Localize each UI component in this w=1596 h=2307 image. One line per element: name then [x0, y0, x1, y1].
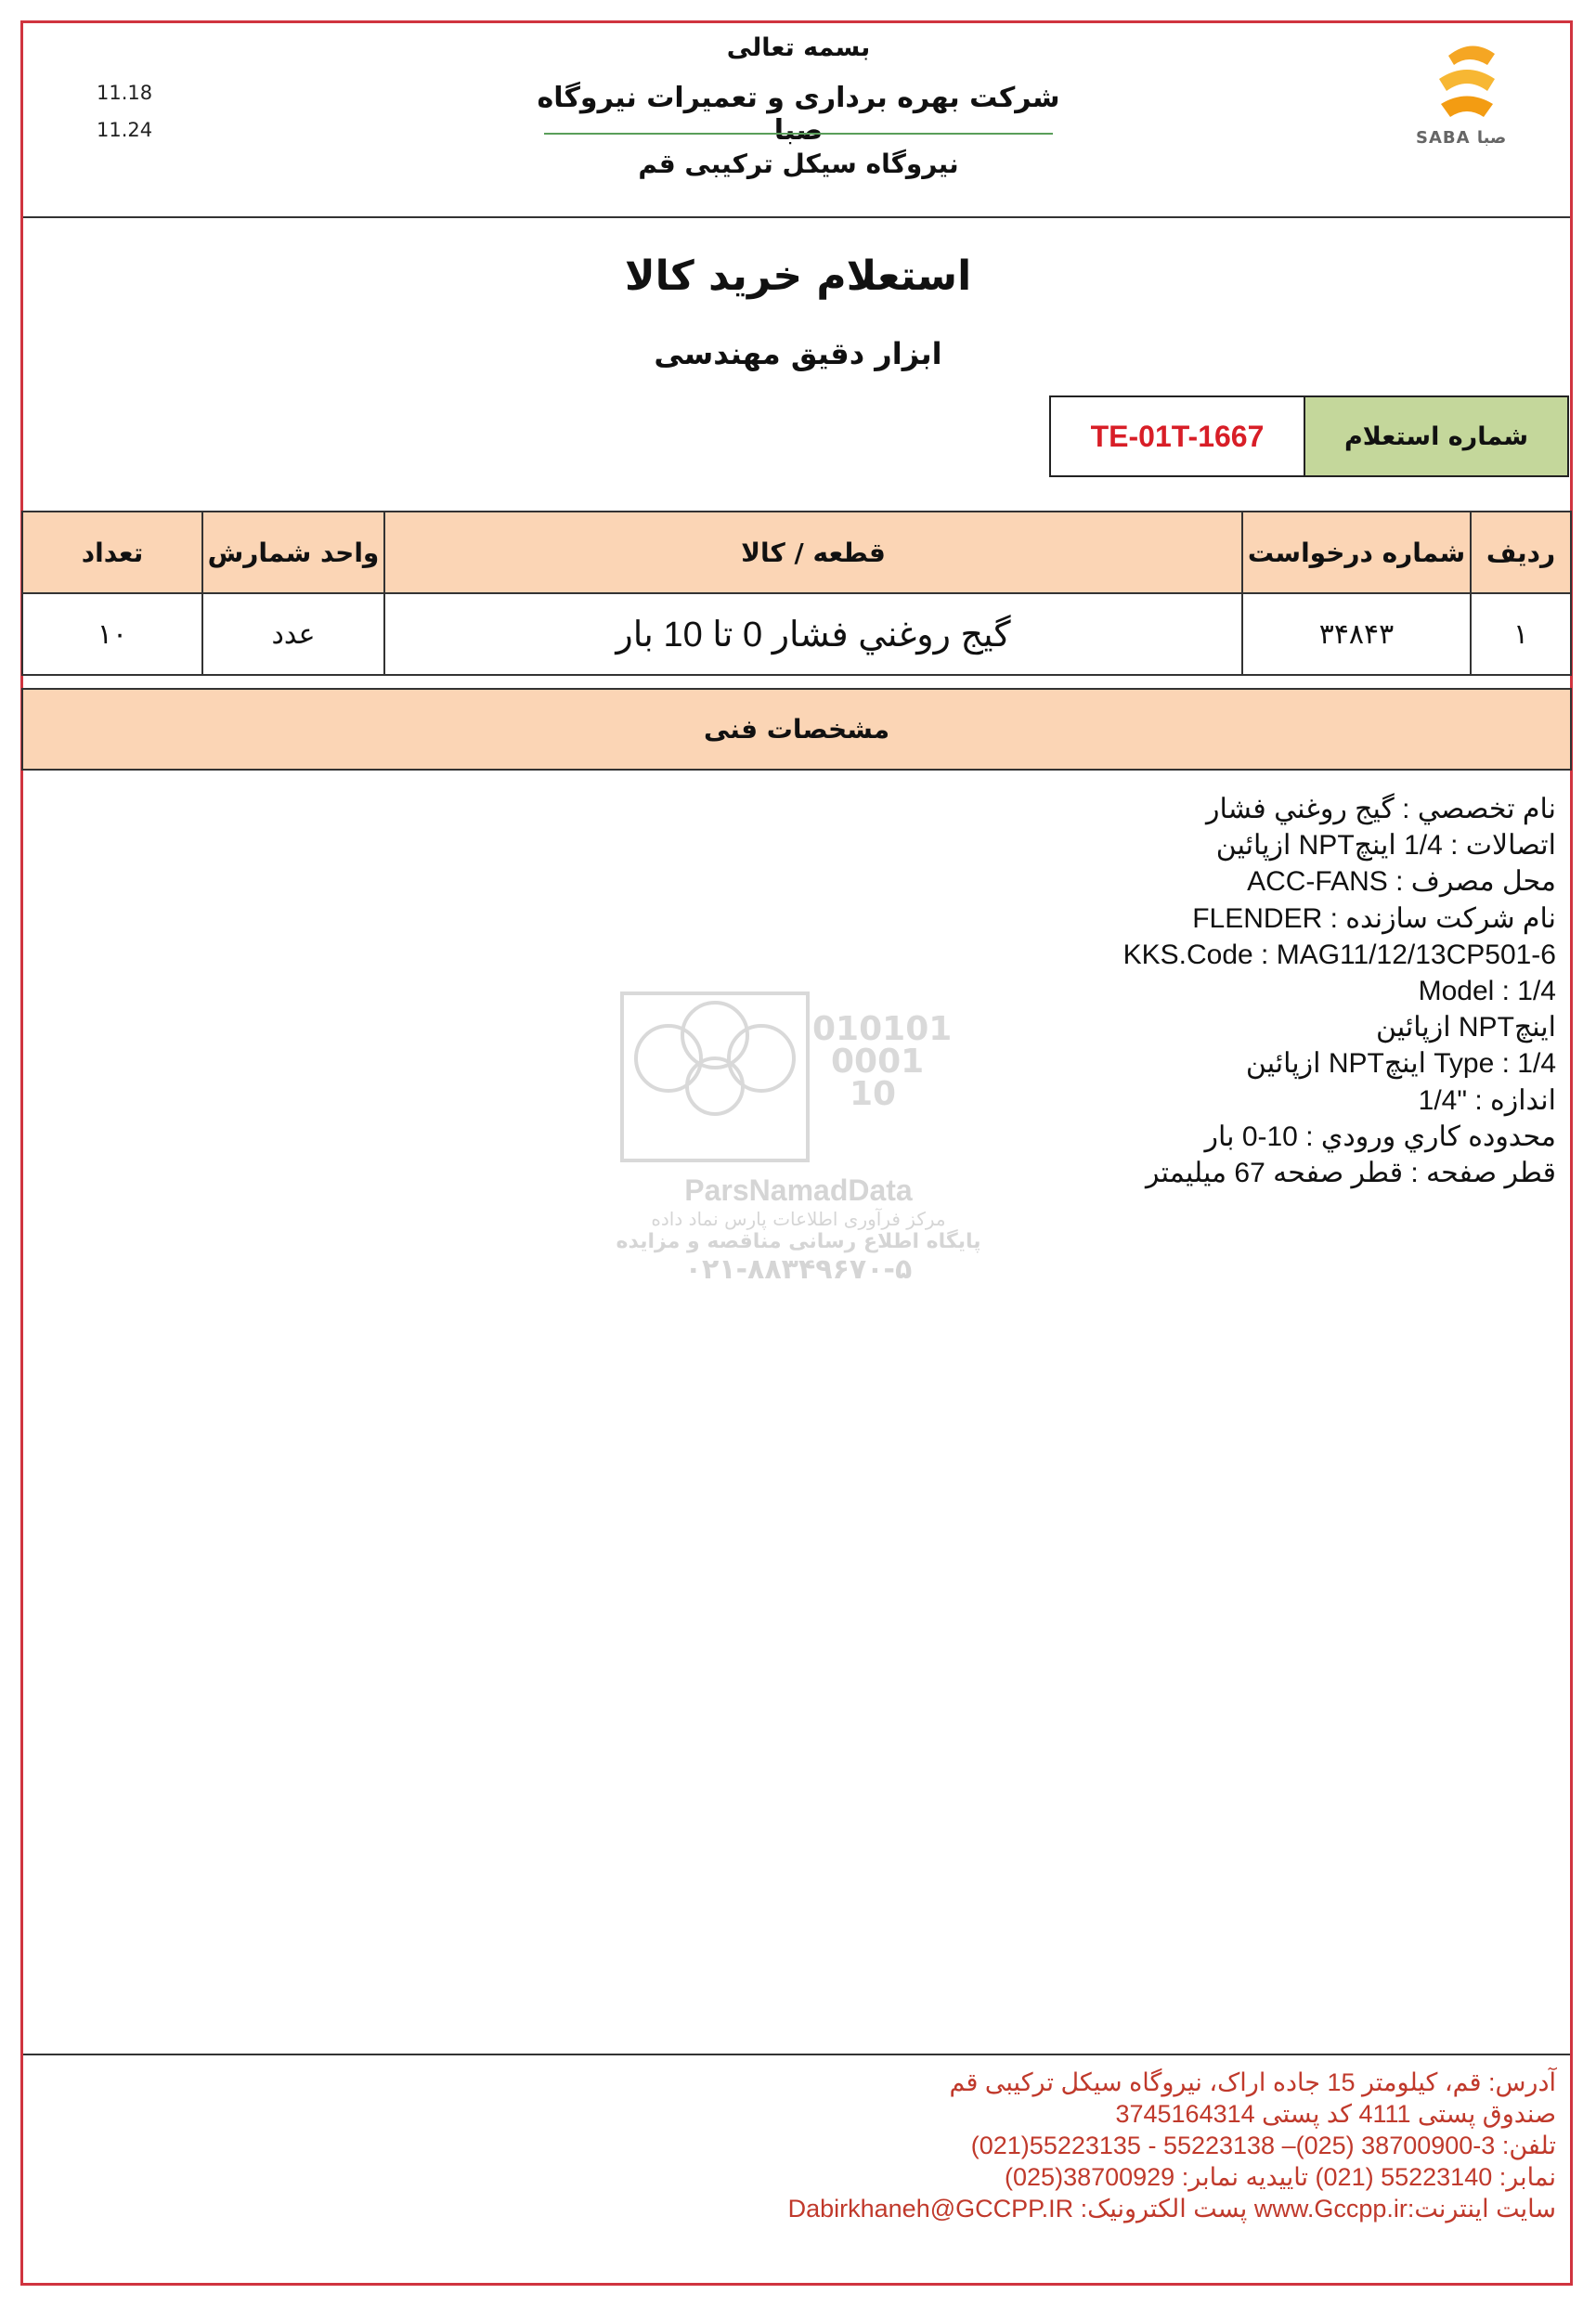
logo-text: SABA صبا [1416, 128, 1507, 148]
spec-line: محل مصرف : ACC-FANS [1247, 866, 1556, 898]
specs-heading: مشخصات فنی [21, 688, 1572, 771]
company-name: شرکت بهره برداری و تعمیرات نیروگاه صبا [537, 82, 1060, 147]
date-1: 11.18 [97, 82, 153, 104]
inquiry-label: شماره استعلام [1304, 397, 1567, 475]
table-row [22, 593, 1571, 675]
spec-line: قطر صفحه : قطر صفحه 67 ميليمتر [1146, 1158, 1556, 1189]
col-unit: واحد شمارش [202, 512, 384, 593]
table-header-row [22, 512, 1571, 593]
watermark-line1: مرکز فرآوری اطلاعات پارس نماد داده [651, 1208, 946, 1230]
watermark-brand: ParsNamadData [684, 1173, 913, 1207]
spec-line: اندازه : "1/4 [1418, 1084, 1556, 1116]
col-request-no: شماره درخواست [1242, 512, 1471, 593]
header-dates [97, 74, 152, 149]
cell-item: گیج روغني فشار 0 تا 10 بار [384, 593, 1242, 675]
spec-line: محدوده كاري ورودي : 10-0 بار [1204, 1121, 1556, 1152]
spec-line: اتصالات : 1/4 اينچNPT ازپائين [1215, 830, 1556, 862]
plant-name: نیروگاه سیکل ترکیبی قم [638, 149, 959, 179]
saba-logo-icon [1421, 37, 1513, 130]
spec-line: Model : 1/4 [1418, 976, 1556, 1007]
items-table [21, 511, 1572, 676]
footer-phone: تلفن: 3-38700900 (025)– 55223138 - 55223135(021) [970, 2132, 1556, 2159]
footer-divider [23, 2054, 1570, 2055]
cell-unit: عدد [202, 593, 384, 675]
spec-line: اينچNPT ازپائين [1376, 1012, 1556, 1043]
watermark-phone: ۰۲۱-۸۸۳۴۹۶۷۰-۵ [684, 1253, 913, 1286]
spec-line: Type : 1/4 اينچNPT ازپائين [1245, 1048, 1556, 1080]
svg-text:10: 10 [850, 1075, 897, 1113]
date-2: 11.24 [97, 119, 153, 141]
footer-address: آدرس: قم، کیلومتر 15 جاده اراک، نیروگاه سیکل ترکیبی قم [949, 2068, 1556, 2096]
svg-text:0001: 0001 [831, 1043, 925, 1081]
document-subtitle: ابزار دقیق مهندسی [654, 336, 942, 371]
cell-qty: ۱۰ [22, 593, 202, 675]
spec-line: نام تخصصي : گيج روغني فشار [1206, 794, 1556, 824]
col-qty: تعداد [22, 512, 202, 593]
svg-text:010101: 010101 [812, 1010, 953, 1048]
col-row: ردیف [1471, 512, 1571, 593]
col-item: قطعه / کالا [384, 512, 1242, 593]
specs-list [720, 791, 1556, 1191]
footer-web-email: سایت اینترنت:www.Gccpp.ir پست الکترونیک: Dabirkhaneh@GCCPP.IR [787, 2195, 1556, 2223]
cell-row: ۱ [1471, 593, 1571, 675]
footer-postal: صندوق پستی 4111 کد پستی 3745164314 [1115, 2100, 1556, 2128]
footer-contact [535, 2067, 1556, 2224]
inquiry-number: TE-01T-1667 [1090, 419, 1265, 453]
spec-line: KKS.Code : MAG11/12/13CP501-6 [1122, 939, 1556, 970]
spec-line: نام شركت سازنده : FLENDER [1192, 902, 1556, 934]
cell-request-no: ۳۴۸۴۳ [1242, 593, 1471, 675]
watermark-line2: پایگاه اطلاع رسانی مناقصه و مزایده [616, 1230, 981, 1253]
bismillah: بسمه تعالی [726, 33, 871, 62]
inquiry-number-box [1049, 395, 1569, 477]
document-title: استعلام خرید کالا [624, 253, 972, 300]
footer-fax: نمابر: 55223140 (021) تاییدیه نمابر: 38700929(025) [1005, 2163, 1556, 2191]
company-underline [544, 133, 1053, 135]
header-divider [23, 216, 1570, 218]
